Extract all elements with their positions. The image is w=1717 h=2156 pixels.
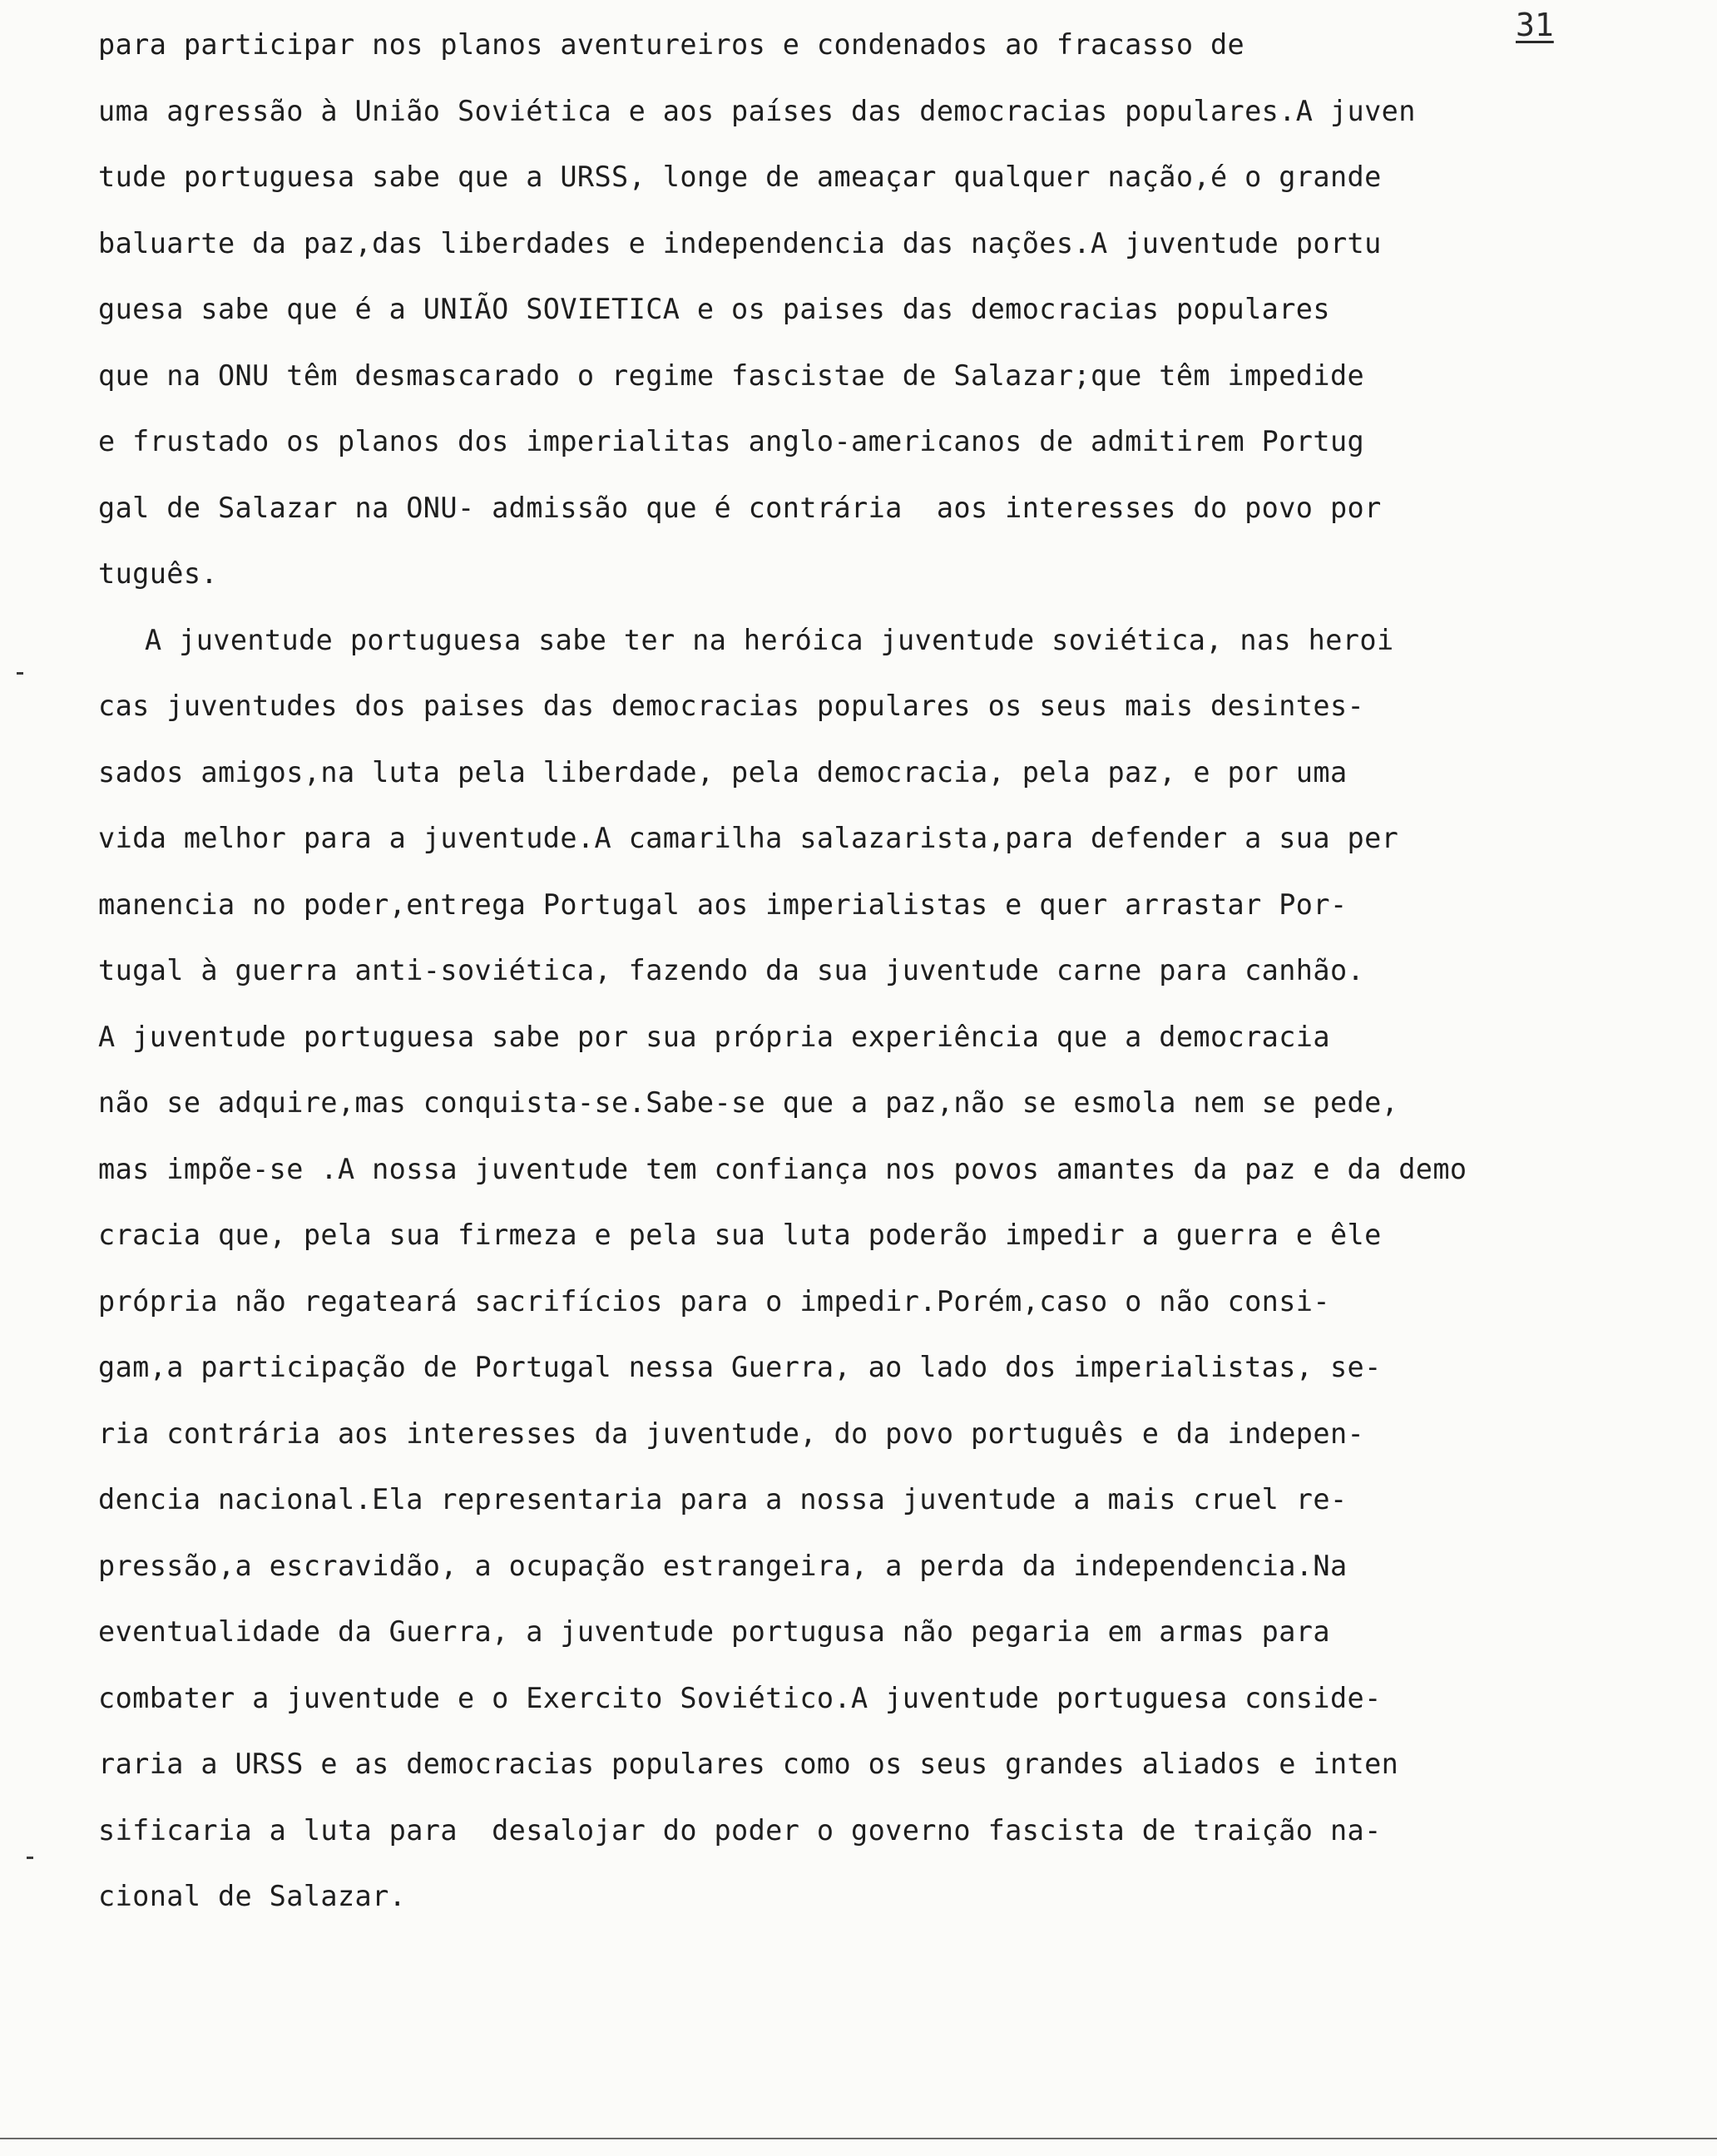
text-line: eventualidade da Guerra, a juventude portugusa não pegaria em armas para <box>98 1615 1330 1648</box>
text-line: própria não regateará sacrifícios para o impedir.Porém,caso o não consi- <box>98 1284 1330 1318</box>
text-line: sados amigos,na luta pela liberdade, pela democracia, pela paz, e por uma <box>98 755 1348 789</box>
text-line: pressão,a escravidão, a ocupação estrangeira, a perda da independencia.Na <box>98 1549 1348 1582</box>
text-line: tugal à guerra anti-soviética, fazendo da sua juventude carne para canhão. <box>98 954 1365 987</box>
text-line: mas impõe-se .A nossa juventude tem confiança nos povos amantes da paz e da demo <box>98 1152 1467 1185</box>
text-line: cracia que, pela sua firmeza e pela sua luta poderão impedir a guerra e êle <box>98 1219 1382 1251</box>
text-line: para participar nos planos aventureiros e condenados ao fracasso de <box>98 28 1245 61</box>
margin-mark <box>17 672 23 675</box>
text-line: dencia nacional.Ela representaria para a nossa juventude a mais cruel re- <box>98 1483 1348 1516</box>
text-line: cional de Salazar. <box>98 1880 407 1912</box>
text-line: tude portuguesa sabe que a URSS, longe de ameaçar qualquer nação,é o grande <box>98 161 1382 193</box>
text-line: baluarte da paz,das liberdades e independencia das nações.A juventude portu <box>98 226 1382 260</box>
page-bottom-rule <box>0 2138 1717 2139</box>
text-line: que na ONU têm desmascarado o regime fascistae de Salazar;que têm impedide <box>98 359 1365 392</box>
text-line: gam,a participação de Portugal nessa Guerra, ao lado dos imperialistas, se- <box>98 1351 1382 1383</box>
text-line: não se adquire,mas conquista-se.Sabe-se que a paz,não se esmola nem se pede, <box>98 1086 1399 1119</box>
text-line: vida melhor para a juventude.A camarilha salazarista,para defender a sua per <box>98 822 1399 854</box>
paragraph-start-line: A juventude portuguesa sabe ter na heróica juventude soviética, nas heroi <box>145 623 1394 656</box>
text-line: cas juventudes dos paises das democracias populares os seus mais desintes- <box>98 690 1365 722</box>
text-line: tuguês. <box>98 557 218 590</box>
margin-mark <box>27 1857 33 1859</box>
text-line: A juventude portuguesa sabe por sua própria experiência que a democracia <box>98 1020 1330 1053</box>
text-line: e frustado os planos dos imperialitas anglo-americanos de admitirem Portug <box>98 425 1365 457</box>
text-line: uma agressão à União Soviética e aos países das democracias populares.A juven <box>98 94 1416 127</box>
page-number: 31 <box>1516 7 1554 43</box>
text-line: guesa sabe que é a UNIÃO SOVIETICA e os paises das democracias populares <box>98 293 1330 325</box>
text-line: sificaria a luta para desalojar do poder o governo fascista de traição na- <box>98 1813 1382 1847</box>
typed-text-body <box>98 12 1645 1930</box>
text-line: raria a URSS e as democracias populares como os seus grandes aliados e inten <box>98 1748 1399 1780</box>
text-line: ria contrária aos interesses da juventude, do povo português e da indepen- <box>98 1417 1365 1450</box>
text-line: combater a juventude e o Exercito Soviético.A juventude portuguesa conside- <box>98 1681 1382 1714</box>
text-line: manencia no poder,entrega Portugal aos imperialistas e quer arrastar Por- <box>98 888 1348 921</box>
text-line: gal de Salazar na ONU- admissão que é contrária aos interesses do povo por <box>98 491 1382 524</box>
